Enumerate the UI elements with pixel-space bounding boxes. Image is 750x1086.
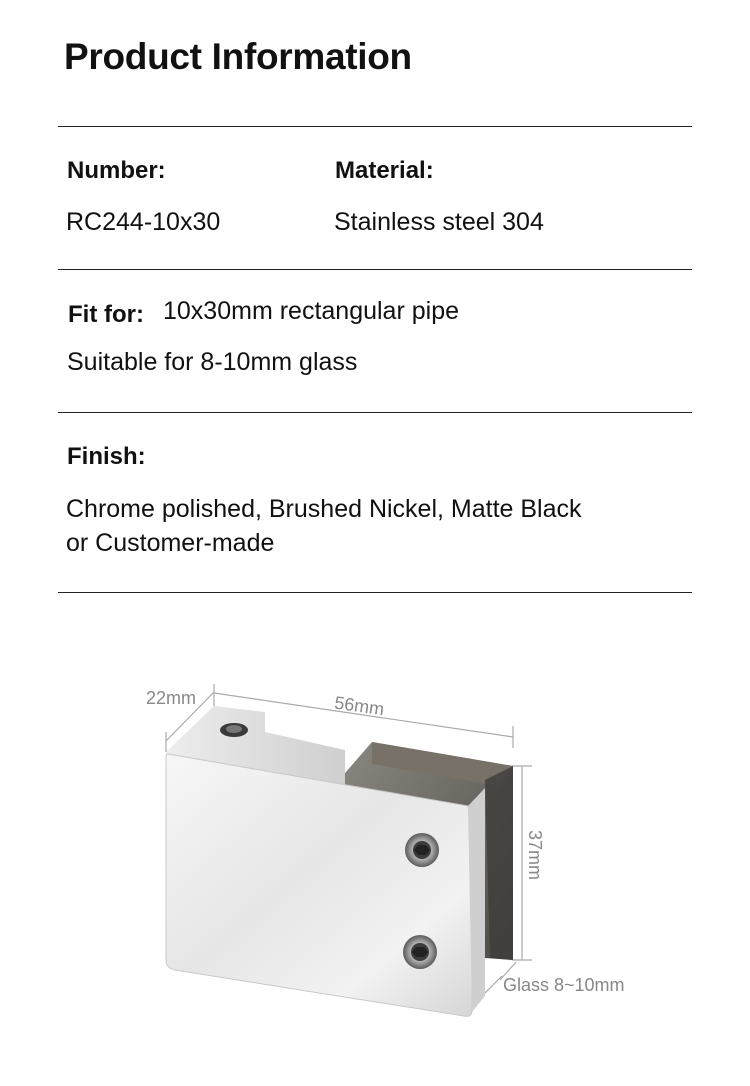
page-title: Product Information	[64, 36, 412, 77]
divider	[58, 269, 692, 270]
material-value: Stainless steel 304	[334, 208, 544, 236]
depth-dimension: 22mm	[146, 688, 197, 708]
finish-line: or Customer-made	[66, 529, 275, 557]
finish-line: Chrome polished, Brushed Nickel, Matte Black	[66, 495, 582, 523]
finish-value	[66, 492, 706, 560]
divider	[58, 126, 692, 127]
product-diagram	[0, 640, 750, 1086]
glass-dimension: Glass 8~10mm	[503, 975, 625, 995]
height-dimension: 37mm	[525, 830, 545, 881]
divider	[58, 592, 692, 593]
finish-label: Finish:	[67, 443, 146, 470]
number-label: Number:	[67, 157, 166, 184]
screw-icon	[403, 935, 437, 969]
divider	[58, 412, 692, 413]
screw-icon	[405, 833, 439, 867]
number-value: RC244-10x30	[66, 208, 221, 236]
glass-note: Suitable for 8-10mm glass	[67, 348, 358, 376]
fit-label: Fit for:	[68, 301, 144, 328]
material-label: Material:	[335, 157, 434, 184]
width-dimension: 56mm	[333, 692, 386, 720]
fit-value: 10x30mm rectangular pipe	[163, 297, 459, 325]
